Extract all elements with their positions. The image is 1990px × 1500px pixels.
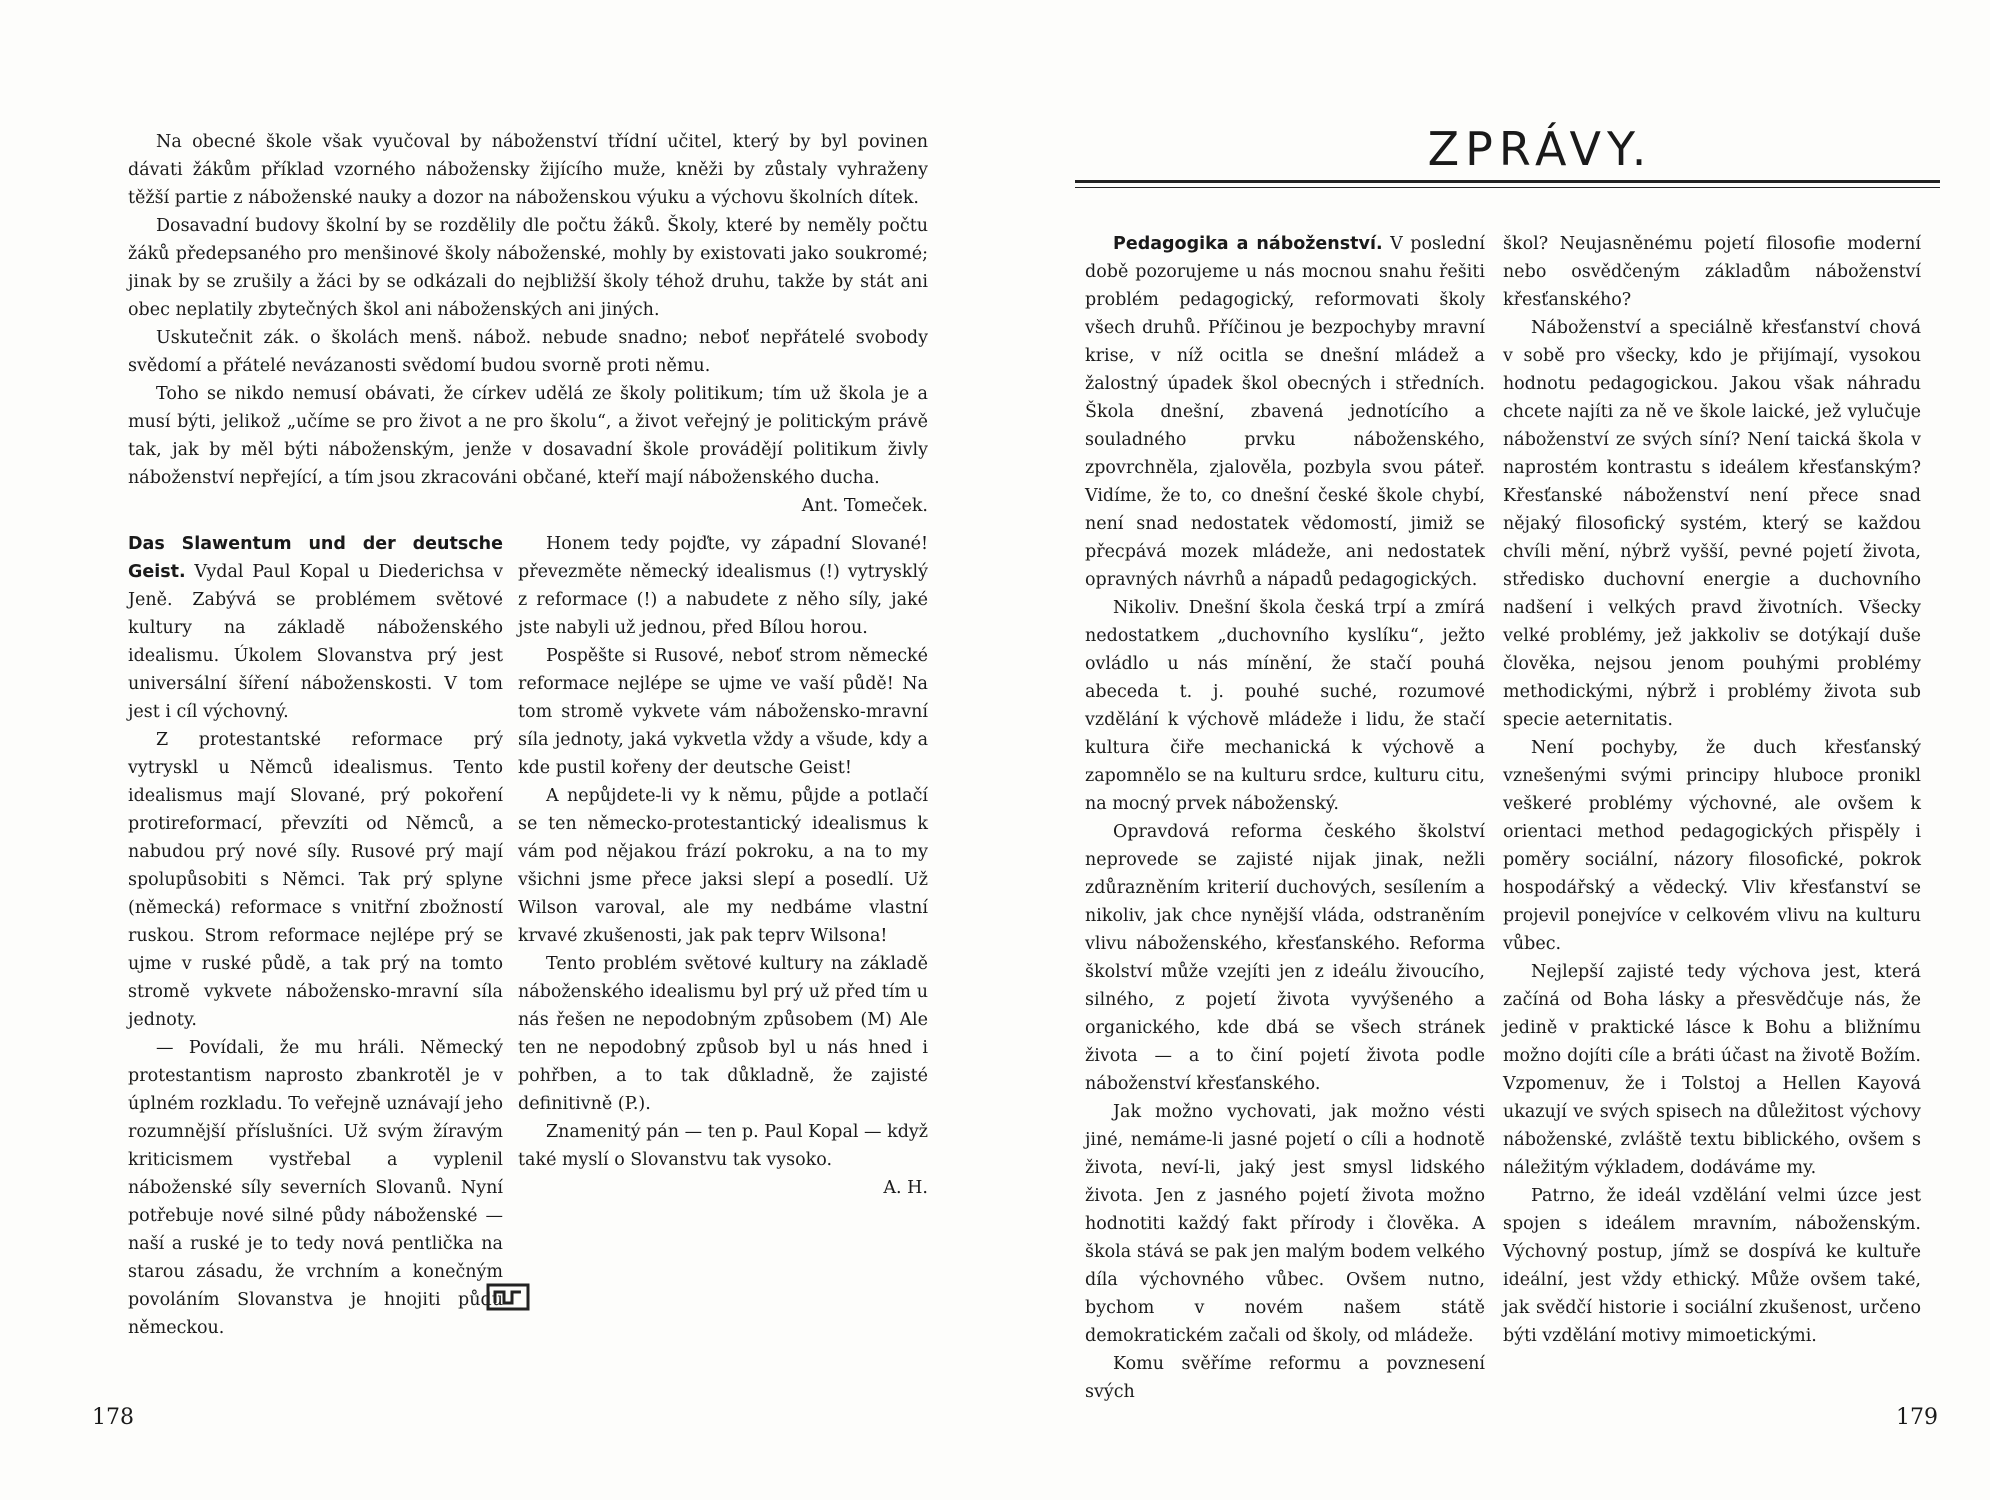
- left-column-2: [518, 530, 928, 1202]
- page-number: 179: [1896, 1405, 1938, 1430]
- paragraph: Vydal Paul Kopal u Diederichsa v Jeně. Zabývá se problémem světové kultury na základě náboženského idealismu. Úkolem Slovanstva prý jest universální šíření náboženskosti. V tom jest i cíl výchovný.: [128, 562, 503, 722]
- paragraph: škol? Neujasněnému pojetí filosofie moderní nebo osvědčeným základům náboženství křesťanského?: [1503, 234, 1921, 310]
- right-column-1: [1085, 230, 1485, 1406]
- article-heading: Das Slawentum und der deutsche Geist.: [128, 534, 503, 582]
- paragraph: Na obecné škole však vyučoval by náboženství třídní učitel, který by byl povinen dávati žákům příklad vzorného nábožensky žijícího muže, kněži by zůstaly vyhraženy těžší partie z náboženské nauky a dozor na náboženskou výuku a výchovu školních dítek.: [128, 132, 928, 208]
- ornament-icon: [486, 1283, 530, 1311]
- paragraph: Komu svěříme reformu a povznesení svých: [1085, 1354, 1485, 1402]
- section-title: ZPRÁVY.: [1427, 122, 1653, 176]
- left-top-text: [128, 128, 928, 520]
- paragraph: Není pochyby, že duch křesťanský vznešenými svými principy hluboce pronikl veškeré problémy výchovné, ale ovšem k orientaci method pedagogických přispěly i poměry sociální, názory filosofické, pokrok hospodářský a vědecký. Vliv křesťanství se projevil ponejvíce v celkovém vlivu na kulturu vůbec.: [1503, 738, 1921, 954]
- article-lead: [1085, 230, 1485, 594]
- right-column-2: [1503, 230, 1921, 1350]
- paragraph: Dosavadní budovy školní by se rozdělily dle počtu žáků. Školy, které by neměly počtu žáků předepsaného pro menšinové školy náboženské, mohly by existovati jako soukromé; jinak by se zrušily a žáci by se odkázali do nejbližší školy téhož druhu, takže by stát ani obec neplatily zbytečných škol ani náboženských ani jiných.: [128, 216, 928, 320]
- right-page: [995, 0, 1990, 1500]
- paragraph: Nejlepší zajisté tedy výchova jest, která začíná od Boha lásky a přesvědčuje nás, že jedině v praktické lásce k Bohu a bližnímu možno dojíti cíle a bráti účast na životě Božím. Vzpomenuv, že i Tolstoj a Hellen Kayová ukazují ve svých spisech na důležitost výchovy náboženské, zvláště textu biblického, ovšem s náležitým výkladem, dodáváme my.: [1503, 962, 1921, 1178]
- article-heading: Pedagogika a náboženství.: [1113, 234, 1383, 254]
- signature: Ant. Tomeček.: [801, 496, 928, 516]
- left-column-1: [128, 530, 503, 1342]
- paragraph: Znamenitý pán — ten p. Paul Kopal — když také myslí o Slovanstvu tak vysoko.: [518, 1122, 929, 1170]
- paragraph: Tento problém světové kultury na základě náboženského idealismu byl prý už před tím u nás řešen ne nepodobným způsobem (M) Ale ten ne nepodobný způsob byl u nás hned i pohřben, a to tak důkladně, že zajisté definitivně (P.).: [518, 954, 928, 1114]
- paragraph: Pospěšte si Rusové, neboť strom německé reformace nejlépe se ujme ve vaší půdě! Na tom stromě vykvete vám nábožensko-mravní síla jednoty, jaká vykvetla vždy a všude, kdy a kde pustil kořeny der deutsche Geist!: [518, 646, 928, 778]
- paragraph: Opravdová reforma českého školství neprovede se zajisté nijak jinak, nežli zdůrazněním kriterií duchových, sesílením a nikoliv, jak chce nynější vláda, odstraněním vlivu náboženského, křesťanského. Reforma školství může vzejíti jen z ideálu živoucího, silného, z pojetí života vyvýšeného a organického, kde dbá se všech stránek života — a to činí pojetí života podle náboženství křesťanského.: [1085, 822, 1485, 1094]
- paragraph: Náboženství a speciálně křesťanství chová v sobě pro všecky, kdo je přijímají, vysokou hodnotu pedagogickou. Jakou však náhradu chcete najíti za ně ve škole laické, jež vylučuje náboženství ze svých síní? Není taická škola v naprostém kontrastu s ideálem křesťanským? Křesťanské náboženství není přece snad nějaký filosofický systém, který se každou chvíli mění, nýbrž vyšší, pevné pojetí života, středisko duchovní energie a duchovního nadšení i velkých pravd životních. Všecky velké problémy, jež jakkoliv se dotýkají duše člověka, nejsou jenom pouhými problémy methodickými, nýbrž i problémy života sub specie aeternitatis.: [1503, 318, 1921, 730]
- paragraph: Honem tedy pojďte, vy západní Slované! převezměte německý idealismus (!) vytrysklý z reformace (!) a nabudete z něho síly, jaké jste nabyli už jednou, před Bílou horou.: [518, 534, 928, 638]
- title-rule: [1075, 180, 1940, 183]
- paragraph: Patrno, že ideál vzdělání velmi úzce jest spojen s ideálem mravním, náboženským. Výchovný postup, jímž se dospívá ke kultuře ideální, jest vždy ethický. Může ovšem také, jak svědčí historie i sociální zkušenost, určeno býti vzdělání motivy mimoetickými.: [1503, 1186, 1921, 1346]
- paragraph: A nepůjdete-li vy k němu, půjde a potlačí se ten německo-protestantický idealismus k vám pod nějakou frází pokroku, a na to my všichni jsme přece jaksi slepí a posedlí. Už Wilson varoval, ale my nedbáme vlastní krvavé zkušenosti, jak pak teprv Wilsona!: [518, 786, 928, 946]
- paragraph: V poslední době pozorujeme u nás mocnou snahu řešiti problém pedagogický, reformovati školy všech druhů. Příčinou je bezpochyby mravní krise, v níž ocitla se dnešní mládež a žalostný úpadek škol obecných i středních. Škola dnešní, zbavená jednotícího a souladného prvku náboženského, zpovrchněla, zjalověla, pozbyla svou páteř. Vidíme, že to, co dnešní české škole chybí, není snad nedostatek vědomostí, jimiž se přecpává mozek mládeže, ani nedostatek opravných návrhů a nápadů pedagogických.: [1085, 234, 1485, 590]
- paragraph: Nikoliv. Dnešní škola česká trpí a zmírá nedostatkem „duchovního kyslíku“, ježto ovládlo u nás mínění, že stačí pouhá abeceda t. j. pouhé suché, rozumové vzdělání k výchově mládeže i lidu, že stačí kultura čiře mechanická k výchově a zapomnělo se na kulturu srdce, kulturu citu, na mocný prvek náboženský.: [1085, 598, 1485, 814]
- article-lead: [128, 530, 503, 726]
- paragraph: Jak možno vychovati, jak možno vésti jiné, nemáme-li jasné pojetí o cíli a hodnotě života, neví-li, jaký jest smysl lidského života. Jen z jasného pojetí života možno hodnotiti každý fakt přírody i člověka. A škola stává se pak jen malým bodem velkého díla výchovného vůbec. Ovšem nutno, bychom v novém našem státě demokratickém začali od školy, od mládeže.: [1085, 1102, 1485, 1346]
- page-number: 178: [92, 1405, 134, 1430]
- paragraph: — Povídali, že mu hráli. Německý protestantism naprosto zbankrotěl je v úplném rozkladu. To veřejně uznávají jeho rozumnější příslušníci. Už svým žíravým kriticismem vystřebal a vyplenil náboženské síly severních Slovanů. Nyní potřebuje nové silné půdy náboženské — naší a ruské je to tedy nová pentlička na starou zásadu, že vrchním a konečným povoláním Slovanstva je hnojiti půdu německou.: [128, 1038, 503, 1338]
- paragraph: Toho se nikdo nemusí obávati, že církev udělá ze školy politikum; tím už škola je a musí býti, jelikož „učíme se pro život a ne pro školu“, a život veřejný je politickým právě tak, jak by měl býti náboženským, jenže v dosavadní škole provádějí politikum živly náboženství nepřející, a tím jsou zkracováni občané, kteří mají náboženského ducha.: [128, 384, 928, 488]
- title-rule: [1075, 187, 1940, 188]
- signature: A. H.: [883, 1178, 928, 1198]
- paragraph: Uskutečnit zák. o školách menš. nábož. nebude snadno; neboť nepřátelé svobody svědomí a přátelé nevázanosti svědomí budou svorně proti němu.: [128, 328, 928, 376]
- paragraph: Z protestantské reformace prý vytryskl u Němců idealismus. Tento idealismus mají Slované, prý pokoření protireformací, převzíti od Němců, a nabudou prý nové síly. Rusové prý mají spolupůsobiti s Němci. Tak prý splyne (německá) reformace s vnitřní zbožností ruskou. Strom reformace nejlépe prý se ujme v ruské půdě, a tak prý na tomto stromě vykvete nábožensko-mravní síla jednoty.: [128, 730, 503, 1030]
